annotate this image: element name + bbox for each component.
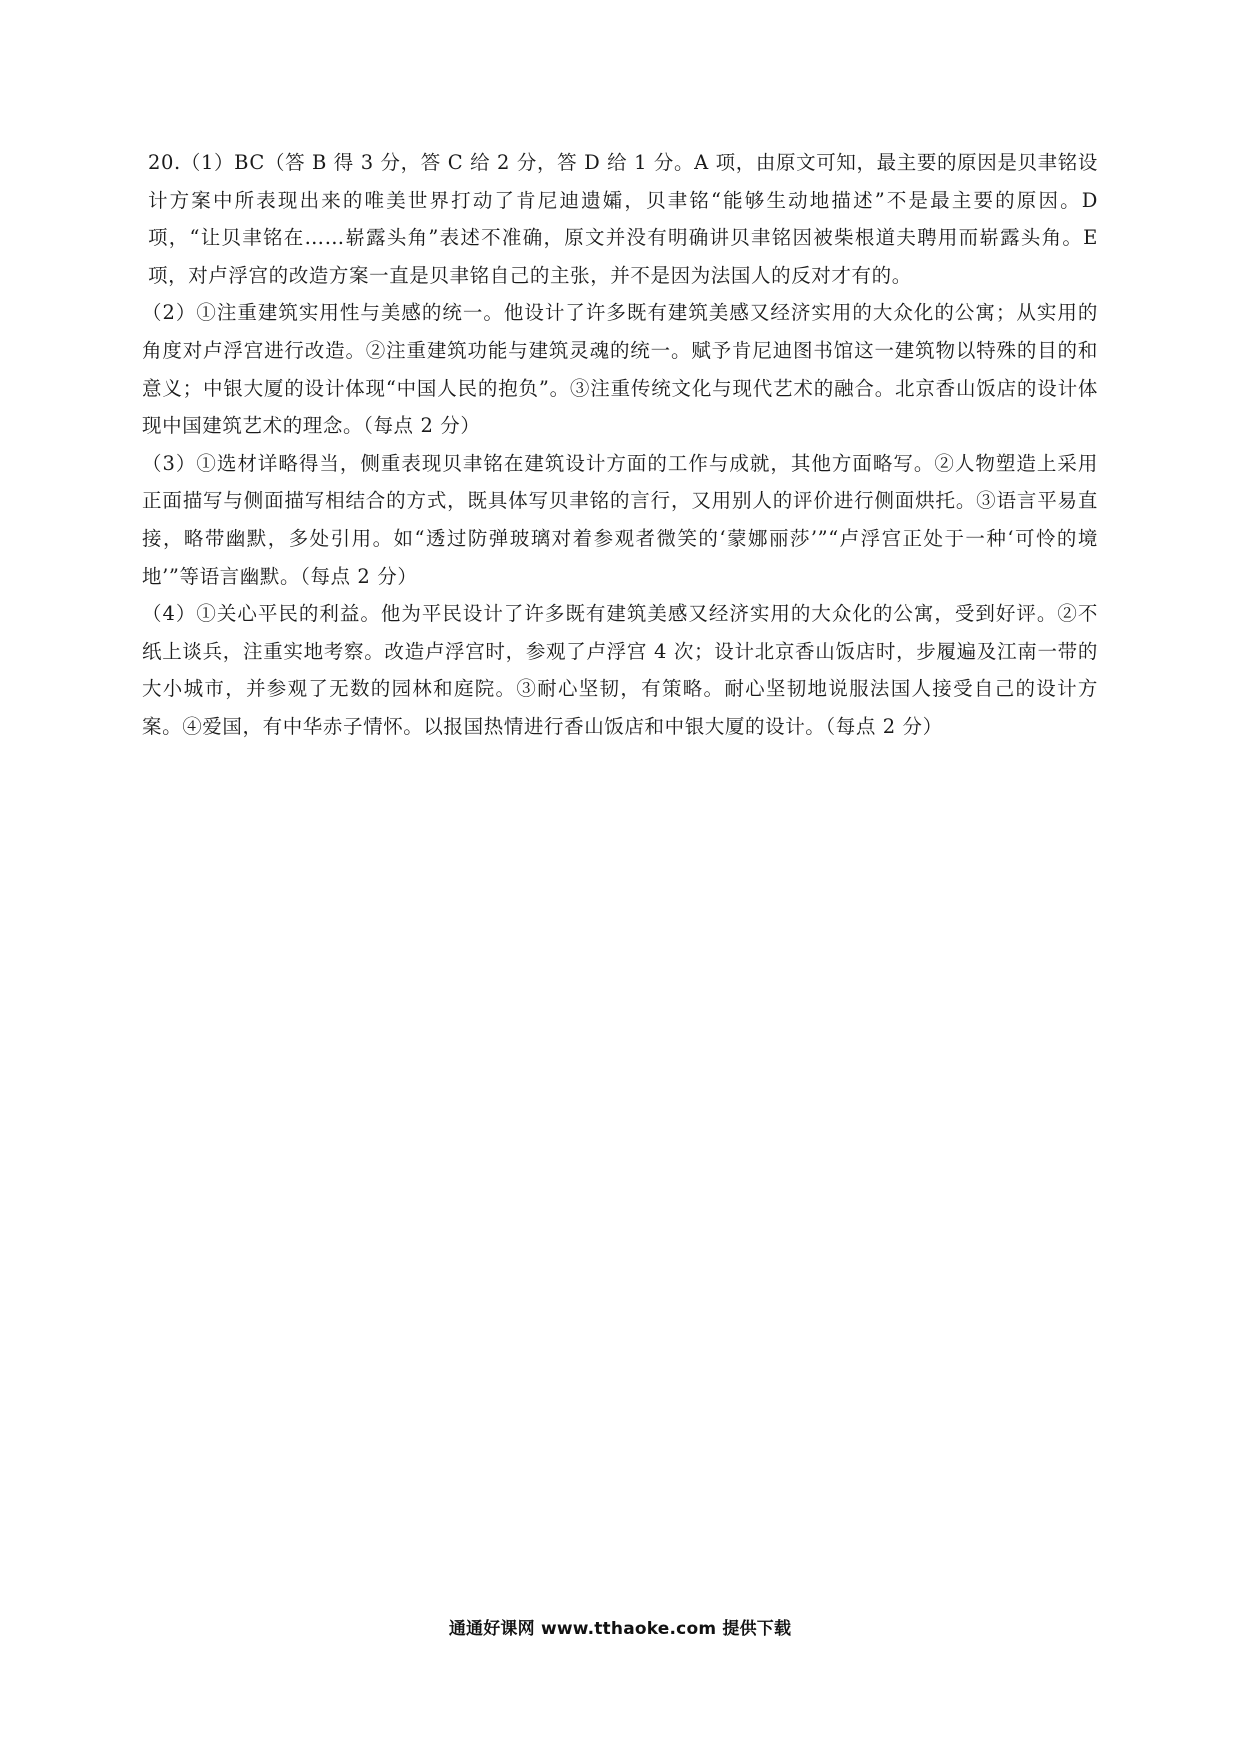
answer-paragraph-part3: （3）①选材详略得当，侧重表现贝聿铭在建筑设计方面的工作与成就，其他方面略写。②人物塑造上采用正面描写与侧面描写相结合的方式，既具体写贝聿铭的言行，又用别人的评价进行侧面烘托。③语言平易直接，略带幽默，多处引用。如“透过防弹玻璃对着参观者微笑的‘蒙娜丽莎’”“卢浮宫正处于一种‘可怜的境地’”等语言幽默。（每点 2 分） [142, 451, 1098, 588]
answer-paragraph-part2: （2）①注重建筑实用性与美感的统一。他设计了许多既有建筑美感又经济实用的大众化的公寓；从实用的角度对卢浮宫进行改造。②注重建筑功能与建筑灵魂的统一。赋予肯尼迪图书馆这一建筑物以特殊的目的和意义；中银大厦的设计体现“中国人民的抱负”。③注重传统文化与现代艺术的融合。北京香山饭店的设计体现中国建筑艺术的理念。（每点 2 分） [142, 301, 1098, 438]
answer-content [142, 144, 1098, 746]
answer-paragraph-q20-part1: 20.（1）BC（答 B 得 3 分，答 C 给 2 分，答 D 给 1 分。A 项，由原文可知，最主要的原因是贝聿铭设计方案中所表现出来的唯美世界打动了肯尼迪遗孀，贝聿铭“能够生动地描述”不是最主要的原因。D 项，“让贝聿铭在……崭露头角”表述不准确，原文并没有明确讲贝聿铭因被柴根道夫聘用而崭露头角。E 项，对卢浮宫的改造方案一直是贝聿铭自己的主张，并不是因为法国人的反对才有的。 [148, 151, 1098, 287]
page-footer: 通通好课网 www.tthaoke.com 提供下载 [448, 1619, 792, 1639]
answer-paragraph-part4: （4）①关心平民的利益。他为平民设计了许多既有建筑美感又经济实用的大众化的公寓，受到好评。②不纸上谈兵，注重实地考察。改造卢浮宫时，参观了卢浮宫 4 次；设计北京香山饭店时，步履遍及江南一带的大小城市，并参观了无数的园林和庭院。③耐心坚韧，有策略。耐心坚韧地说服法国人接受自己的设计方案。④爱国，有中华赤子情怀。以报国热情进行香山饭店和中银大厦的设计。（每点 2 分） [142, 602, 1098, 738]
